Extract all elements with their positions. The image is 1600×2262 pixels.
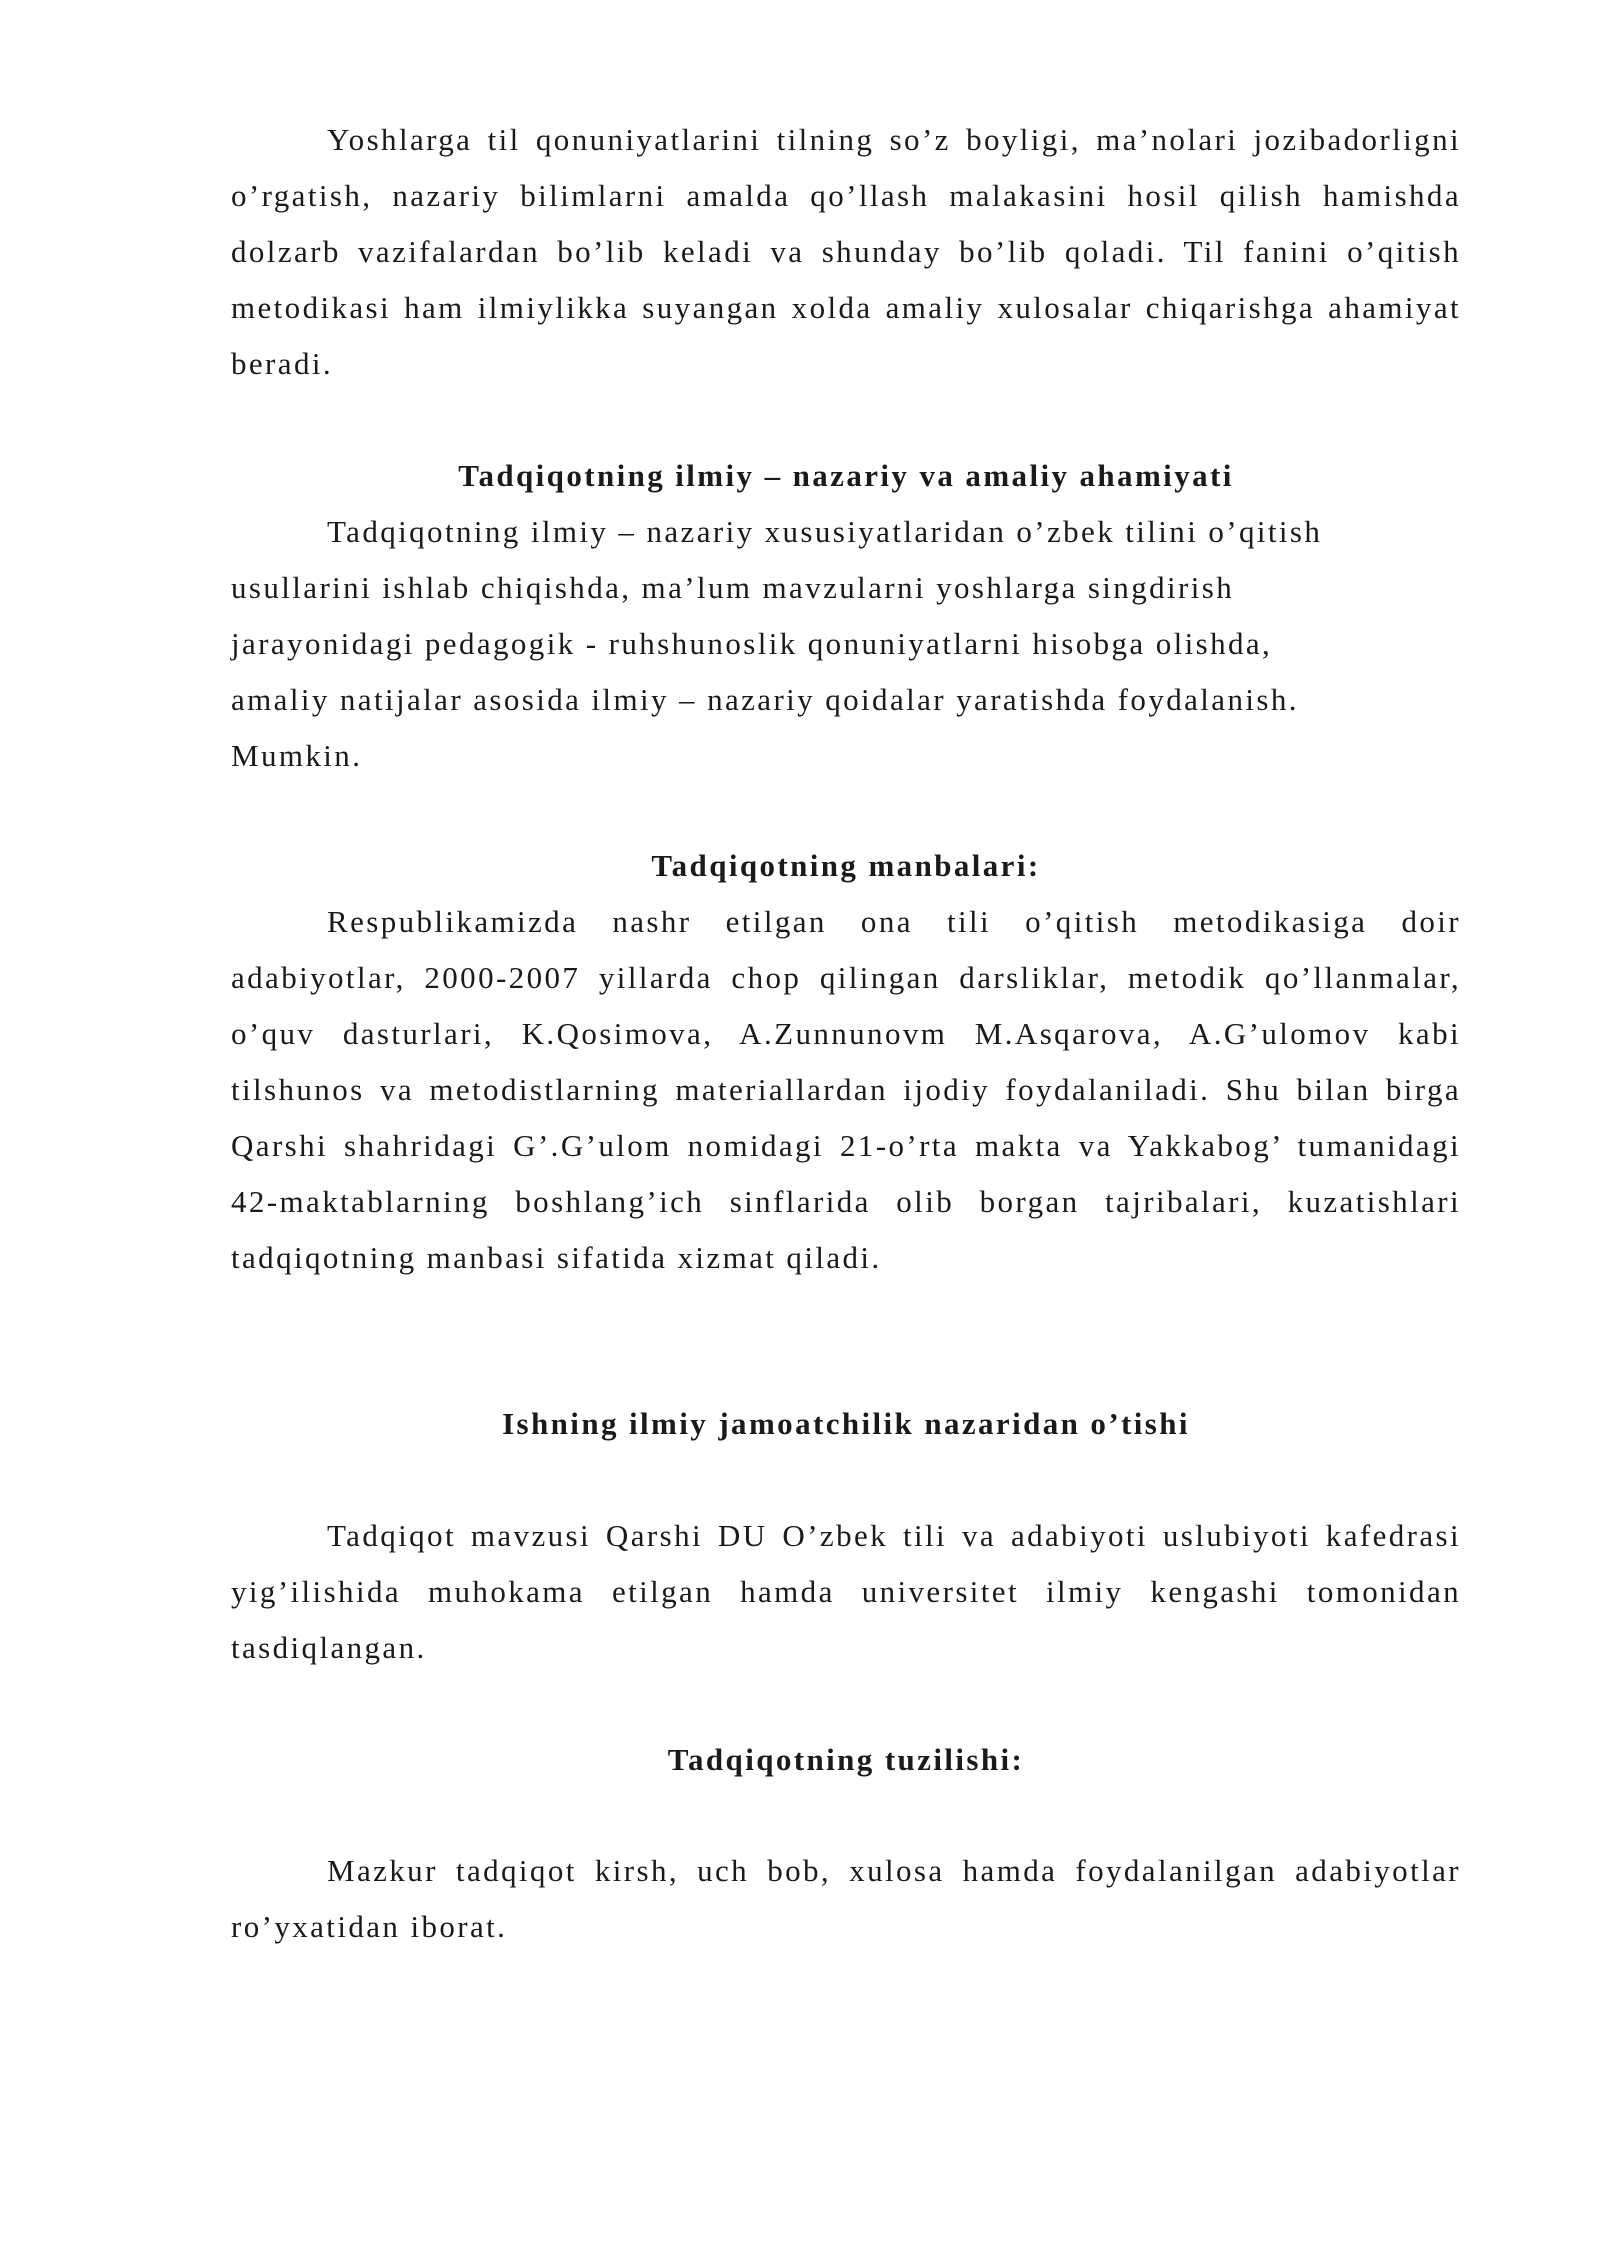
- section-heading-sources: Tadqiqotning manbalari:: [651, 848, 1041, 883]
- intro-paragraph: Yoshlarga til qonuniyatlarini tilning so’z boyligi, ma’nolari jozibadorligni o’rgatish, nazariy bilimlarni amalda qo’llash malakasini hosil qilish hamishda dolzarb vazifalardan bo’lib keladi va shunday bo’lib qoladi. Til fanini o’qitish metodikasi ham ilmiylikka suyangan xolda amaliy xulosalar chiqarishga ahamiyat beradi.: [231, 122, 1461, 381]
- significance-line: usullarini ishlab chiqishda, ma’lum mavzularni yoshlarga singdirish: [231, 570, 1235, 605]
- review-paragraph: Tadqiqot mavzusi Qarshi DU O’zbek tili va adabiyoti uslubiyoti kafedrasi yig’ilishida muhokama etilgan hamda universitet ilmiy kengashi tomonidan tasdiqlangan.: [231, 1518, 1461, 1665]
- significance-line: Mumkin.: [231, 738, 363, 773]
- section-heading-significance: Tadqiqotning ilmiy – nazariy va amaliy ahamiyati: [458, 458, 1234, 493]
- significance-line: jarayonidagi pedagogik - ruhshunoslik qonuniyatlarni hisobga olishda,: [231, 626, 1273, 661]
- significance-paragraph: [231, 504, 1461, 784]
- significance-line: amaliy natijalar asosida ilmiy – nazariy qoidalar yaratishda foydalanish.: [231, 682, 1299, 717]
- structure-paragraph: Mazkur tadqiqot kirsh, uch bob, xulosa hamda foydalanilgan adabiyotlar ro’yxatidan iborat.: [231, 1853, 1461, 1944]
- section-heading-structure: Tadqiqotning tuzilishi:: [667, 1742, 1025, 1777]
- section-heading-review: Ishning ilmiy jamoatchilik nazaridan o’tishi: [502, 1406, 1190, 1441]
- significance-line: Tadqiqotning ilmiy – nazariy xususiyatlaridan o’zbek tilini o’qitish: [327, 514, 1323, 549]
- sources-paragraph: Respublikamizda nashr etilgan ona tili o’qitish metodikasiga doir adabiyotlar, 2000-2007 yillarda chop qilingan darsliklar, metodik qo’llanmalar, o’quv dasturlari, K.Qosimova, A.Zunnunovm M.Asqarova, A.G’ulomov kabi tilshunos va metodistlarning materiallardan ijodiy foydalaniladi. Shu bilan birga Qarshi shahridagi G’.G’ulom nomidagi 21-o’rta makta va Yakkabog’ tumanidagi 42-maktablarning boshlang’ich sinflarida olib borgan tajribalari, kuzatishlari tadqiqotning manbasi sifatida xizmat qiladi.: [231, 904, 1461, 1275]
